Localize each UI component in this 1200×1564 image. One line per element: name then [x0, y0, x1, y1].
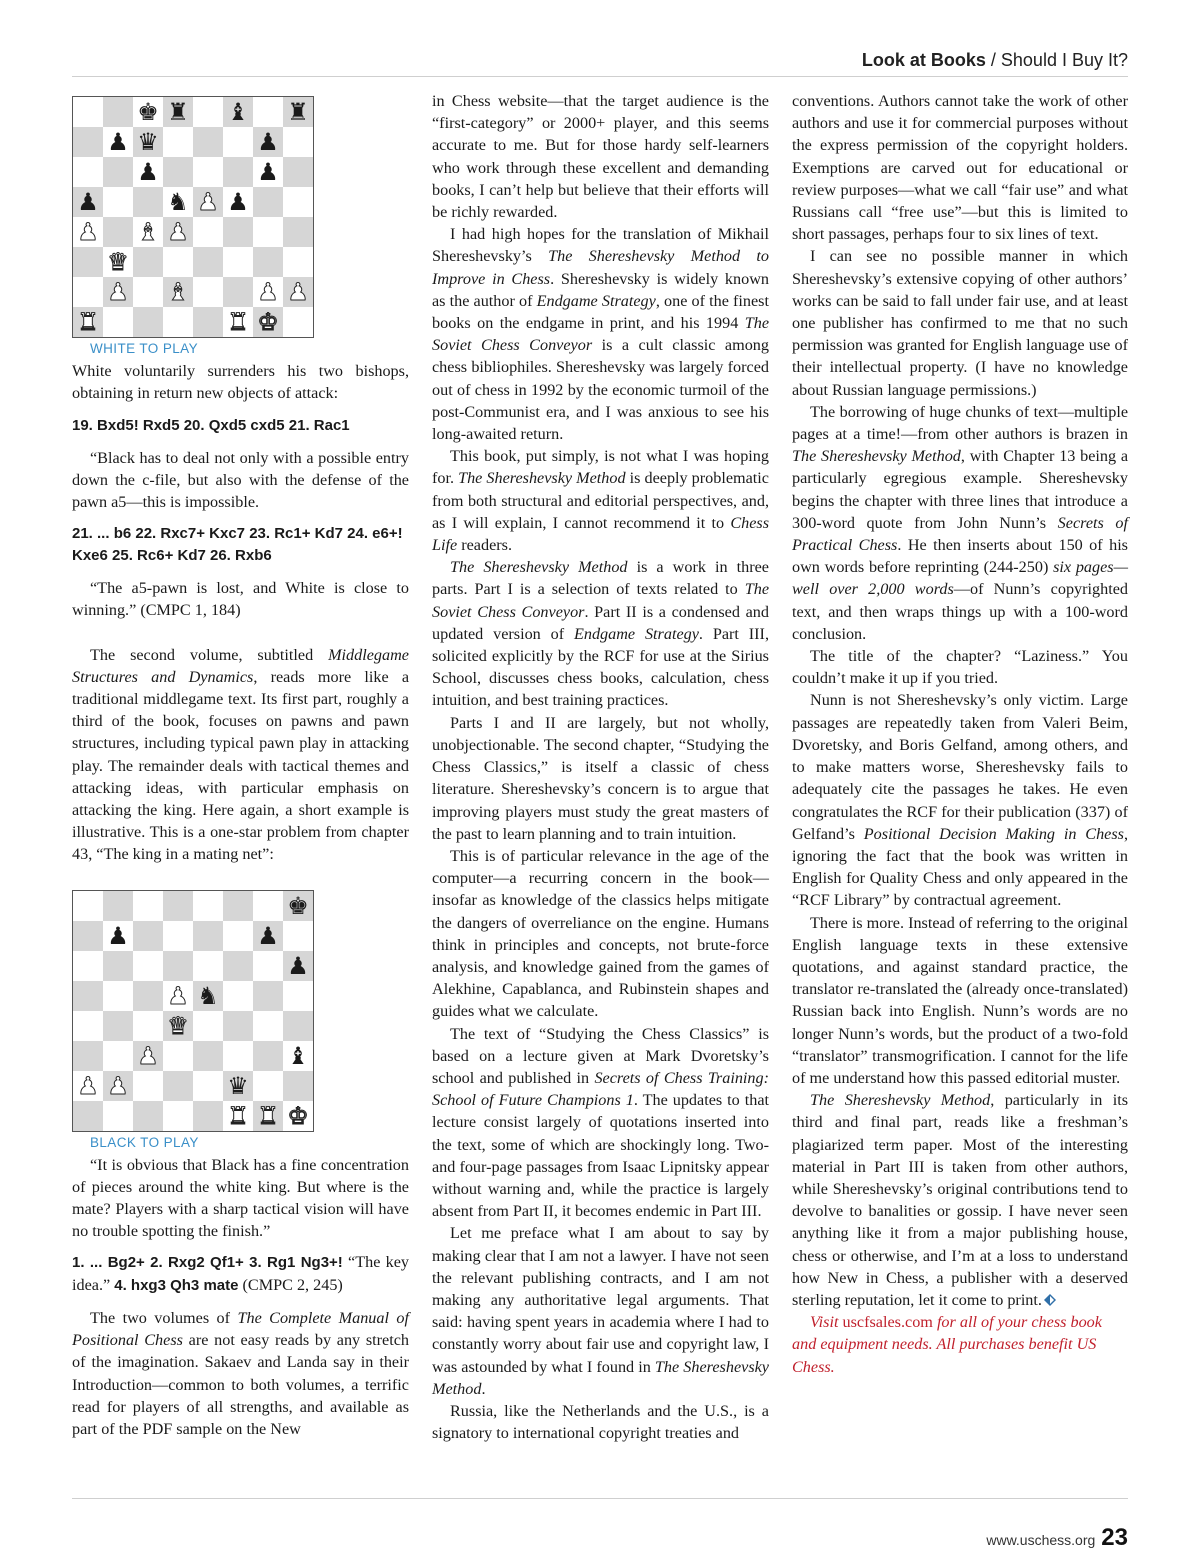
- board-square: [223, 1041, 253, 1071]
- board-square: [103, 1071, 133, 1101]
- board-square: [73, 277, 103, 307]
- column-2: [432, 90, 769, 1444]
- paragraph: “Black has to deal not only with a possible entry down the c-file, but also with the defense of the pawn a5—this is impossible.: [72, 448, 409, 512]
- white-bishop-icon: ♝: [137, 218, 159, 246]
- white-pawn-icon: ♟: [167, 981, 189, 1010]
- paragraph: I can see no possible manner in which Shereshevsky’s extensive copying of other authors’ works can be said to fall under fair use, and at least one publisher has confirmed to me that no such permission was granted for English language use of their intellectual property. (I have no knowledge about Russian language permissions.): [792, 247, 1128, 399]
- paragraph: The Shereshevsky Method is a work in three parts. Part I is a selection of texts related to The Soviet Chess Conveyor. Part II is a condensed and updated version of Endgame Strategy. Part III, solicited explicitly by the RCF for use at the Sirius School, discusses chess books, calculation, chess intuition, and best training practices.: [432, 558, 769, 710]
- board-square: [73, 97, 103, 127]
- board-square: [193, 157, 223, 187]
- board-square: [193, 97, 223, 127]
- board-square: [223, 1101, 253, 1131]
- board-square: [253, 217, 283, 247]
- board-square: [103, 307, 133, 337]
- paragraph: This is of particular relevance in the age of the computer—a recurring concern in the book—insofar as knowledge of the classics helps mitigate the dangers of overreliance on the engine. Humans think in principles and concepts, not brute-force analysis, and knowledge gained from the games of Alekhine, Capablanca, and Rubinstein shapes and guides what we calculate.: [432, 846, 769, 1021]
- white-pawn-icon: ♟: [107, 1071, 129, 1100]
- board-square: [163, 217, 193, 247]
- paragraph: I had high hopes for the translation of Mikhail Shereshevsky’s The Shereshevsky Method to Improve in Chess. Shereshevsky is widely known as the author of Endgame Strategy, one of the finest books on the endgame in print, and his 1994 The Soviet Chess Conveyor is a cult classic among chess bibliophiles. Shereshevsky was largely forced out of chess in 1992 by the economic turmoil of the post-Communist era, and I was anxious to see his long-awaited return.: [432, 225, 769, 444]
- white-rook-icon: ♜: [257, 1101, 279, 1130]
- board-square: [163, 951, 193, 981]
- paragraph: There is more. Instead of referring to the original English language texts in these extensive quotations, and against standard practice, the translator re-translated the (already once-translated) Russian back into English. Nunn’s words are no longer Nunn’s words, but the product of a two-fold “translator” transmogrification. I cannot for the life of me understand how this passed editorial muster.: [792, 913, 1128, 1087]
- board-square: [103, 981, 133, 1011]
- board-square: [253, 921, 283, 951]
- board-square: [73, 891, 103, 921]
- board-square: [73, 1101, 103, 1131]
- board-square: [283, 921, 313, 951]
- board-square: [283, 127, 313, 157]
- white-pawn-icon: ♟: [107, 278, 129, 306]
- board-square: [73, 217, 103, 247]
- board-square: [283, 307, 313, 337]
- game-moves: 19. Bxd5! Rxd5 20. Qxd5 cxd5 21. Rac1: [72, 416, 350, 434]
- board-square: [73, 951, 103, 981]
- paragraph: Parts I and II are largely, but not wholly, unobjectionable. The second chapter, “Studying the Chess Classics,” is itself a classic of chess literature. Shereshevsky’s concern is to argue that improving players must study the great masters of the past to learn planning and to train intuition.: [432, 713, 769, 843]
- header-separator: /: [985, 50, 1001, 70]
- black-king-icon: ♚: [287, 891, 309, 920]
- board-square: [253, 1011, 283, 1041]
- header-subsection: Should I Buy It?: [1000, 50, 1128, 70]
- page-number: 23: [1101, 1524, 1128, 1551]
- board-square: [103, 951, 133, 981]
- white-king-icon: ♚: [287, 1101, 309, 1130]
- black-pawn-icon: ♟: [227, 188, 249, 216]
- chess-diagram-1: [72, 96, 314, 338]
- board-square: [103, 187, 133, 217]
- white-pawn-icon: ♟: [197, 188, 219, 216]
- board-square: [283, 97, 313, 127]
- board-square: [253, 127, 283, 157]
- paragraph: The title of the chapter? “Laziness.” You couldn’t make it up if you tried.: [792, 647, 1128, 688]
- board-square: [73, 157, 103, 187]
- header-rule: [72, 76, 1128, 77]
- footer-url[interactable]: www.uschess.org: [986, 1532, 1096, 1548]
- paragraph: White voluntarily surrenders his two bishops, obtaining in return new objects of attack:: [72, 362, 409, 403]
- board-square: [103, 1011, 133, 1041]
- board-square: [223, 187, 253, 217]
- paragraph: Nunn is not Shereshevsky’s only victim. Large passages are repeatedly taken from Valeri Beim, Dvoretsky, and Boris Gelfand, among others, and to make matters worse, Shereshevsky fails to adequately cite the passages he takes. He even congratulates the RCF for their publication (337) of Gelfand’s Positional Decision Making in Chess, ignoring the fact that the book was written in English for Quality Chess and only appeared in the “RCF Library” by contractual agreement.: [792, 691, 1128, 910]
- board-square: [193, 1101, 223, 1131]
- board-square: [163, 1071, 193, 1101]
- board-square: [73, 1071, 103, 1101]
- white-pawn-icon: ♟: [287, 278, 309, 306]
- board-square: [133, 951, 163, 981]
- board-square: [193, 217, 223, 247]
- white-rook-icon: ♜: [227, 308, 249, 336]
- board-square: [253, 1041, 283, 1071]
- board-square: [103, 217, 133, 247]
- black-rook-icon: ♜: [287, 98, 309, 126]
- board-square: [103, 921, 133, 951]
- board-square: [133, 891, 163, 921]
- board-square: [193, 1071, 223, 1101]
- paragraph: “The a5-pawn is lost, and White is close to winning.” (CMPC 1, 184): [72, 579, 409, 620]
- board-square: [223, 891, 253, 921]
- board-square: [133, 127, 163, 157]
- board-square: [223, 951, 253, 981]
- board-square: [193, 981, 223, 1011]
- board-square: [253, 97, 283, 127]
- white-king-icon: ♚: [257, 308, 279, 336]
- board-square: [253, 307, 283, 337]
- white-pawn-icon: ♟: [167, 218, 189, 246]
- white-pawn-icon: ♟: [77, 218, 99, 246]
- board-square: [223, 127, 253, 157]
- page-footer: [986, 1524, 1128, 1552]
- board-square: [133, 1071, 163, 1101]
- board-square: [283, 891, 313, 921]
- paragraph: in Chess website—that the target audience is the “first-category” or 2000+ player, and this seems accurate to me. But for those hardy self-learners who work through these excellent and demanding books, I can’t help but believe that their efforts will be richly rewarded.: [432, 92, 769, 222]
- board-square: [283, 1041, 313, 1071]
- board-square: [283, 981, 313, 1011]
- board-square: [283, 187, 313, 217]
- paragraph: The borrowing of huge chunks of text—multiple pages at a time!—from other authors is brazen in The Shereshevsky Method, with Chapter 13 being a particularly egregious example. Shereshevsky begins the chapter with three lines that introduce a 300-word quote from John Nunn’s Secrets of Practical Chess. He then inserts about 150 of his own words before reprinting (244-250) six pages—well over 2,000 words—of Nunn’s copyrighted text, and then wraps things up with a 100-word conclusion.: [792, 402, 1129, 643]
- board-square: [253, 247, 283, 277]
- board-square: [253, 981, 283, 1011]
- black-knight-icon: ♞: [167, 188, 189, 216]
- board-square: [223, 97, 253, 127]
- board-square: [73, 1011, 103, 1041]
- paragraph: The second volume, subtitled Middlegame Structures and Dynamics, reads more like a traditional middlegame text. Its first part, roughly a third of the book, focuses on pawns and pawn structures, including typical pawn play in attacking play. The remainder deals with tactical themes and attacking ideas, with particular emphasis on attacking the king. Here again, a short example is illustrative. This is a one-star problem from chapter 43, “The king in a mating net”:: [72, 645, 410, 864]
- board-square: [103, 891, 133, 921]
- promo-text: Visit uscfsales.com for all of your chess book and equipment needs. All purchases benefit US Chess.: [792, 1313, 1102, 1376]
- board-square: [253, 891, 283, 921]
- board-square: [193, 277, 223, 307]
- board-square: [223, 921, 253, 951]
- black-pawn-icon: ♟: [77, 188, 99, 216]
- board-square: [163, 921, 193, 951]
- board-square: [133, 277, 163, 307]
- board-square: [133, 921, 163, 951]
- board-square: [223, 307, 253, 337]
- white-queen-icon: ♛: [167, 1011, 189, 1040]
- paragraph: The two volumes of The Complete Manual of Positional Chess are not easy reads by any stretch of the imagination. Sakaev and Landa say in their Introduction—common to both volumes, a terrific read for players of all strengths, and available as part of the PDF sample on the New: [72, 1309, 409, 1439]
- board-square: [223, 247, 253, 277]
- paragraph: Let me preface what I am about to say by making clear that I am not a lawyer. I have not seen the relevant publishing contracts, and I am not making any authoritative legal arguments. That said: having spent years in academia where I had to constantly worry about fair use and copyright law, I was astounded by what I found in The Shereshevsky Method.: [432, 1224, 769, 1398]
- board-square: [163, 981, 193, 1011]
- board-square: [283, 277, 313, 307]
- board-square: [283, 1101, 313, 1131]
- board-square: [133, 97, 163, 127]
- white-pawn-icon: ♟: [137, 1041, 159, 1070]
- board-square: [283, 1071, 313, 1101]
- black-pawn-icon: ♟: [257, 128, 279, 156]
- running-header: [862, 50, 1128, 71]
- board-square: [193, 1011, 223, 1041]
- board-square: [133, 187, 163, 217]
- white-bishop-icon: ♝: [167, 278, 189, 306]
- paragraph: “It is obvious that Black has a fine concentration of pieces around the white king. But where is the mate? Players with a sharp tactical vision will have no trouble spotting the finish.”: [72, 1155, 409, 1241]
- column-1: [72, 90, 409, 1440]
- black-pawn-icon: ♟: [257, 921, 279, 950]
- board-square: [133, 1101, 163, 1131]
- board-square: [133, 1041, 163, 1071]
- game-moves: 21. ... b6 22. Rxc7+ Kxc7 23. Rc1+ Kd7 24. e6+! Kxe6 25. Rc6+ Kd7 26. Rxb6: [72, 525, 403, 565]
- white-queen-icon: ♛: [107, 248, 129, 276]
- board-square: [223, 981, 253, 1011]
- board-square: [163, 1101, 193, 1131]
- board-square: [193, 921, 223, 951]
- diagram-2-caption: BLACK TO PLAY: [90, 1134, 199, 1150]
- board-square: [163, 247, 193, 277]
- paragraph: 1. ... Bg2+ 2. Rxg2 Qf1+ 3. Rg1 Ng3+! “The key idea.” 4. hxg3 Qh3 mate (CMPC 2, 245): [72, 1252, 409, 1294]
- board-square: [73, 187, 103, 217]
- black-queen-icon: ♛: [227, 1071, 249, 1100]
- board-square: [253, 1071, 283, 1101]
- black-bishop-icon: ♝: [287, 1041, 309, 1070]
- board-square: [163, 157, 193, 187]
- diagram-1-caption: WHITE TO PLAY: [90, 341, 198, 356]
- board-square: [193, 307, 223, 337]
- board-square: [73, 127, 103, 157]
- board-square: [133, 307, 163, 337]
- board-square: [193, 127, 223, 157]
- board-square: [133, 247, 163, 277]
- board-square: [103, 1101, 133, 1131]
- black-pawn-icon: ♟: [257, 158, 279, 186]
- board-square: [253, 187, 283, 217]
- footer-rule: [72, 1498, 1128, 1499]
- black-knight-icon: ♞: [197, 981, 219, 1010]
- white-pawn-icon: ♟: [257, 278, 279, 306]
- board-square: [103, 97, 133, 127]
- board-square: [163, 277, 193, 307]
- black-pawn-icon: ♟: [287, 951, 309, 980]
- board-square: [163, 891, 193, 921]
- board-square: [223, 157, 253, 187]
- board-square: [223, 277, 253, 307]
- column-3: [792, 90, 1128, 1378]
- black-bishop-icon: ♝: [227, 98, 249, 126]
- board-square: [283, 157, 313, 187]
- board-square: [133, 981, 163, 1011]
- board-square: [283, 247, 313, 277]
- board-square: [73, 247, 103, 277]
- board-square: [193, 1041, 223, 1071]
- board-square: [103, 277, 133, 307]
- paragraph: conventions. Authors cannot take the work of other authors and use it for commercial purposes without the express permission of the copyright holders. Exemptions are carved out for educational or review purposes—what we call “fair use” and what Russians call “free use”—but this is limited to short passages, perhaps four to six lines of text.: [792, 92, 1128, 244]
- board-square: [193, 247, 223, 277]
- board-square: [163, 187, 193, 217]
- board-square: [163, 97, 193, 127]
- board-square: [223, 1071, 253, 1101]
- board-square: [163, 1041, 193, 1071]
- black-pawn-icon: ♟: [107, 921, 129, 950]
- paragraph: The text of “Studying the Chess Classics” is based on a lecture given at Mark Dvoretsky’s school and published in Secrets of Chess Training: School of Future Champions 1. The updates to that lecture consist largely of quotations inserted into the text, some of which are shockingly long. Two- and four-page passages from Isaac Lipnitsky appear without warning and, while the practice is largely absent from Part II, it becomes endemic in Part III.: [432, 1024, 769, 1221]
- end-mark-icon: [1044, 1294, 1056, 1306]
- board-square: [103, 157, 133, 187]
- board-square: [163, 307, 193, 337]
- paragraph: The Shereshevsky Method, particularly in its third and final part, reads like a freshman’s plagiarized term paper. Most of the interesting material in Part III is taken from other authors, while Shereshevsky’s original contributions tend to devolve to banalities or gossip. I have never seen anything like it from a major publishing house, chess or otherwise, and I’m at a loss to understand how New in Chess, a publisher with a deserved sterling reputation, let it come to print.: [792, 1091, 1128, 1309]
- black-pawn-icon: ♟: [137, 158, 159, 186]
- board-square: [73, 921, 103, 951]
- white-pawn-icon: ♟: [77, 1071, 99, 1100]
- board-square: [253, 1101, 283, 1131]
- board-square: [133, 217, 163, 247]
- black-rook-icon: ♜: [167, 98, 189, 126]
- board-square: [133, 1011, 163, 1041]
- board-square: [73, 981, 103, 1011]
- white-rook-icon: ♜: [227, 1101, 249, 1130]
- board-square: [253, 157, 283, 187]
- board-square: [163, 127, 193, 157]
- white-rook-icon: ♜: [77, 308, 99, 336]
- board-square: [283, 951, 313, 981]
- board-square: [133, 157, 163, 187]
- board-square: [223, 1011, 253, 1041]
- board-square: [253, 951, 283, 981]
- black-queen-icon: ♛: [137, 128, 159, 156]
- board-square: [103, 247, 133, 277]
- board-square: [103, 1041, 133, 1071]
- black-pawn-icon: ♟: [107, 128, 129, 156]
- board-square: [193, 187, 223, 217]
- board-square: [163, 1011, 193, 1041]
- chess-diagram-2: [72, 890, 314, 1132]
- black-king-icon: ♚: [137, 98, 159, 126]
- promo-link[interactable]: uscfsales.com: [842, 1313, 933, 1332]
- paragraph: This book, put simply, is not what I was hoping for. The Shereshevsky Method is deeply problematic from both structural and editorial perspectives, and, as I will explain, I cannot recommend it to Chess Life readers.: [432, 447, 769, 555]
- board-square: [223, 217, 253, 247]
- board-square: [193, 891, 223, 921]
- board-square: [253, 277, 283, 307]
- header-section: Look at Books: [861, 50, 986, 70]
- board-square: [283, 1011, 313, 1041]
- board-square: [193, 951, 223, 981]
- board-square: [103, 127, 133, 157]
- board-square: [283, 217, 313, 247]
- board-square: [73, 1041, 103, 1071]
- board-square: [73, 307, 103, 337]
- paragraph: Russia, like the Netherlands and the U.S., is a signatory to international copyright treaties and: [432, 1401, 769, 1443]
